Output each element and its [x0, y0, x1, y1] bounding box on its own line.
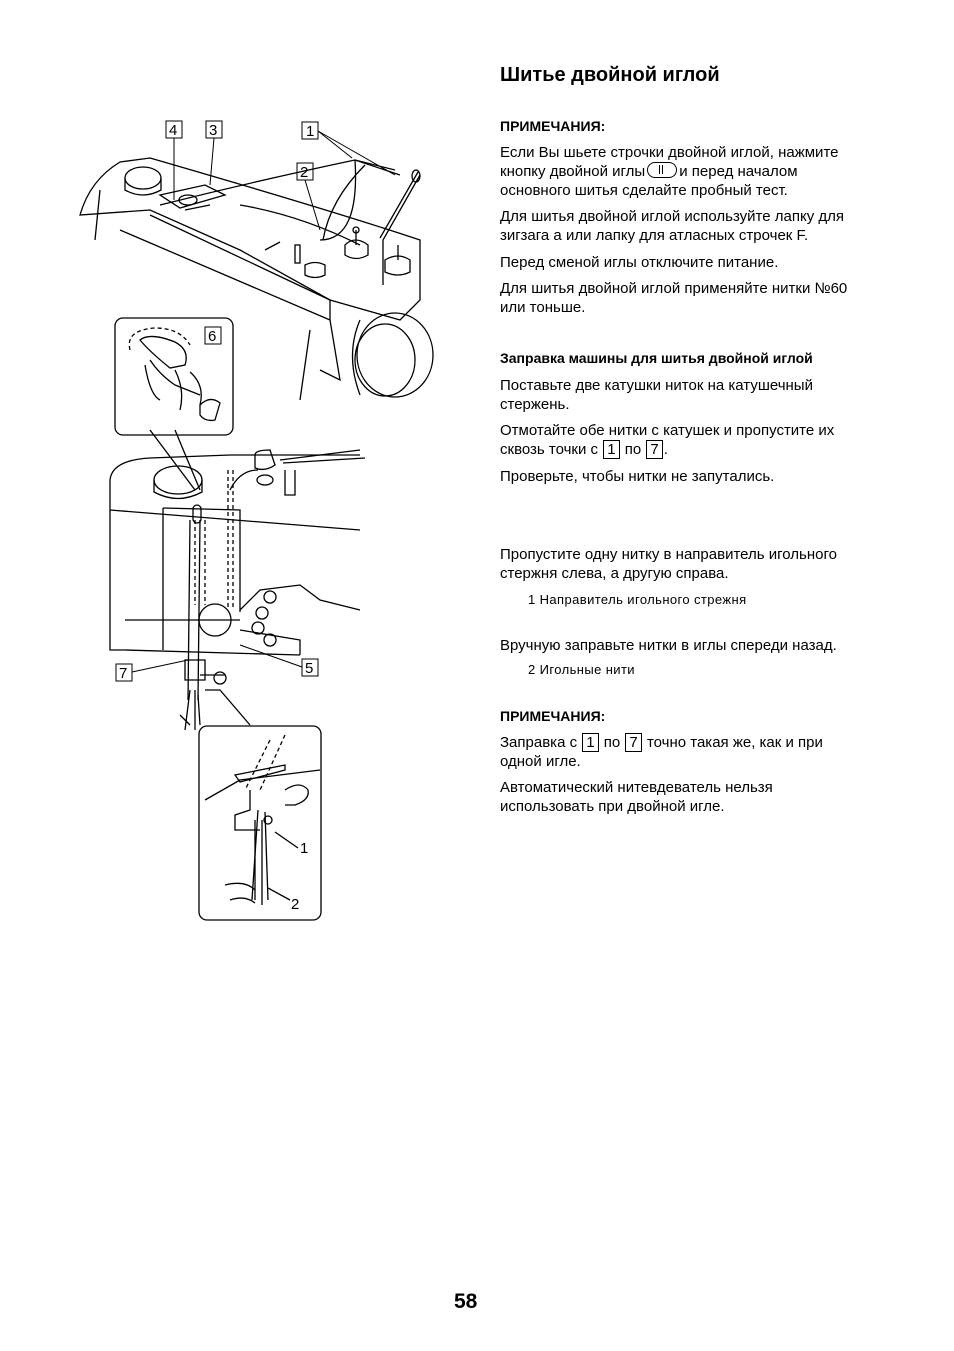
twin-needle-button-icon — [647, 162, 677, 178]
instruction-paragraph: Вручную заправьте нитки в иглы спереди назад. — [500, 637, 837, 654]
figure-label-7: 7 — [119, 665, 128, 682]
inset-needle-drawing — [199, 726, 321, 920]
instruction-paragraph: Поставьте две катушки ниток на катушечный стержень. — [500, 377, 813, 413]
figure-label-inset-2: 2 — [291, 896, 300, 913]
figure-label-inset-1: 1 — [300, 840, 309, 857]
section-heading: Заправка машины для шитья двойной иглой — [500, 350, 813, 366]
instruction-paragraph: Пропустите одну нитку в направитель игольного стержня слева, а другую справа. — [500, 546, 837, 582]
caption-needle-threads: 2 Игольные нити — [528, 662, 635, 677]
note-paragraph: Для шитья двойной иглой используйте лапку для зигзага a или лапку для атласных строчек F. — [500, 208, 844, 244]
note-paragraph: Для шитья двойной иглой применяйте нитки №60 или тоньше. — [500, 280, 848, 316]
machine-top-drawing — [80, 158, 433, 400]
note-paragraph: Если Вы шьете строчки двойной иглой, нажмите кнопку двойной иглы и перед началом основного шитья сделайте пробный тест. — [500, 144, 839, 199]
page-number: 58 — [454, 1290, 478, 1313]
notes-heading: ПРИМЕЧАНИЯ: — [500, 708, 606, 724]
instruction-paragraph: Отмотайте обе нитки с катушек и пропустите их сквозь точки с 1 по 7 . — [500, 422, 835, 458]
figure-label-3: 3 — [209, 122, 218, 139]
instruction-paragraph: Проверьте, чтобы нитки не запутались. — [500, 468, 775, 485]
figure-label-2: 2 — [300, 164, 309, 181]
figure-label-5: 5 — [305, 660, 314, 677]
note-paragraph: Заправка с 1 по 7 точно такая же, как и при одной игле. — [500, 734, 823, 770]
note-paragraph: Перед сменой иглы отключите питание. — [500, 254, 779, 271]
machine-front-drawing — [110, 430, 365, 730]
notes-heading: ПРИМЕЧАНИЯ: — [500, 118, 606, 134]
note-paragraph: Автоматический нитевдеватель нельзя использовать при двойной игле. — [500, 779, 773, 815]
caption-needle-bar-guide: 1 Направитель игольного стрежня — [528, 592, 747, 607]
page-title: Шитье двойной иглой — [500, 64, 720, 86]
figure-label-1: 1 — [306, 123, 315, 140]
figure-label-4: 4 — [169, 122, 178, 139]
figure-label-6: 6 — [208, 328, 217, 345]
